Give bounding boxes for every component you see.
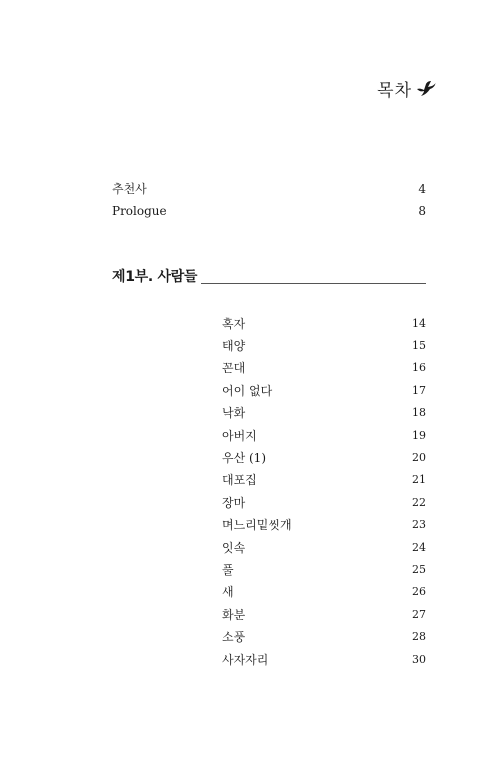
toc-entry-page: 16 [412,361,426,375]
toc-entry-page: 23 [412,518,426,532]
toc-entry[interactable] [222,312,426,334]
toc-entry-title: Prologue [112,204,167,218]
toc-entry-title: 꼰대 [222,361,246,376]
part-heading [112,266,426,286]
toc-entry[interactable] [222,514,426,536]
toc-entry-page: 8 [418,204,426,218]
toc-entry-page: 19 [412,428,426,442]
toc-entry-title: 태양 [222,339,246,354]
part-divider [201,283,426,284]
toc-entry[interactable] [222,357,426,379]
toc-entry-title: 새 [222,585,234,600]
toc-entry[interactable] [222,379,426,401]
toc-entry-title: 대포집 [222,473,257,488]
toc-entry-title: 잇속 [222,540,246,555]
toc-entry[interactable] [222,424,426,446]
toc-entry-title: 화분 [222,607,246,622]
toc-entry-title: 우산 (1) [222,451,266,466]
toc-entry-page: 18 [412,406,426,420]
bird-icon [416,80,436,98]
toc-entry[interactable] [222,334,426,356]
toc-entry-title: 혹자 [222,316,246,331]
toc-entry-page: 15 [412,339,426,353]
toc-entry-page: 30 [412,652,426,666]
toc-entry-page: 17 [412,383,426,397]
toc-entry-page: 26 [412,585,426,599]
toc-entry[interactable] [112,204,426,218]
toc-entry-page: 4 [418,182,426,196]
toc-entry-title: 사자자리 [222,652,269,667]
part-entry-list [222,312,426,670]
toc-entry-page: 28 [412,630,426,644]
toc-entry-page: 24 [412,540,426,554]
toc-entry[interactable] [222,446,426,468]
toc-entry-page: 14 [412,316,426,330]
toc-entry[interactable] [222,581,426,603]
toc-entry-page: 25 [412,562,426,576]
toc-entry-title: 아버지 [222,428,257,443]
toc-entry[interactable] [222,402,426,424]
toc-entry[interactable] [222,625,426,647]
toc-entry-page: 22 [412,495,426,509]
toc-entry-title: 추천사 [112,182,147,196]
toc-entry-title: 풀 [222,562,234,577]
toc-entry[interactable] [222,603,426,625]
toc-entry-title: 소풍 [222,630,246,645]
toc-entry-title: 낙화 [222,406,246,421]
toc-entry[interactable] [222,469,426,491]
toc-entry[interactable] [222,491,426,513]
toc-entry-page: 27 [412,607,426,621]
toc-entry[interactable] [222,558,426,580]
toc-header [377,76,436,101]
part-title: 제1부. 사람들 [112,269,198,285]
toc-entry-title: 어이 없다 [222,383,273,398]
toc-entry[interactable] [222,648,426,670]
toc-entry-title: 며느리밑씻개 [222,518,292,533]
toc-entry-page: 20 [412,451,426,465]
toc-entry[interactable] [112,180,426,197]
toc-entry[interactable] [222,536,426,558]
page-title: 목차 [377,81,412,101]
toc-entry-title: 장마 [222,495,246,510]
toc-entry-page: 21 [412,473,426,487]
